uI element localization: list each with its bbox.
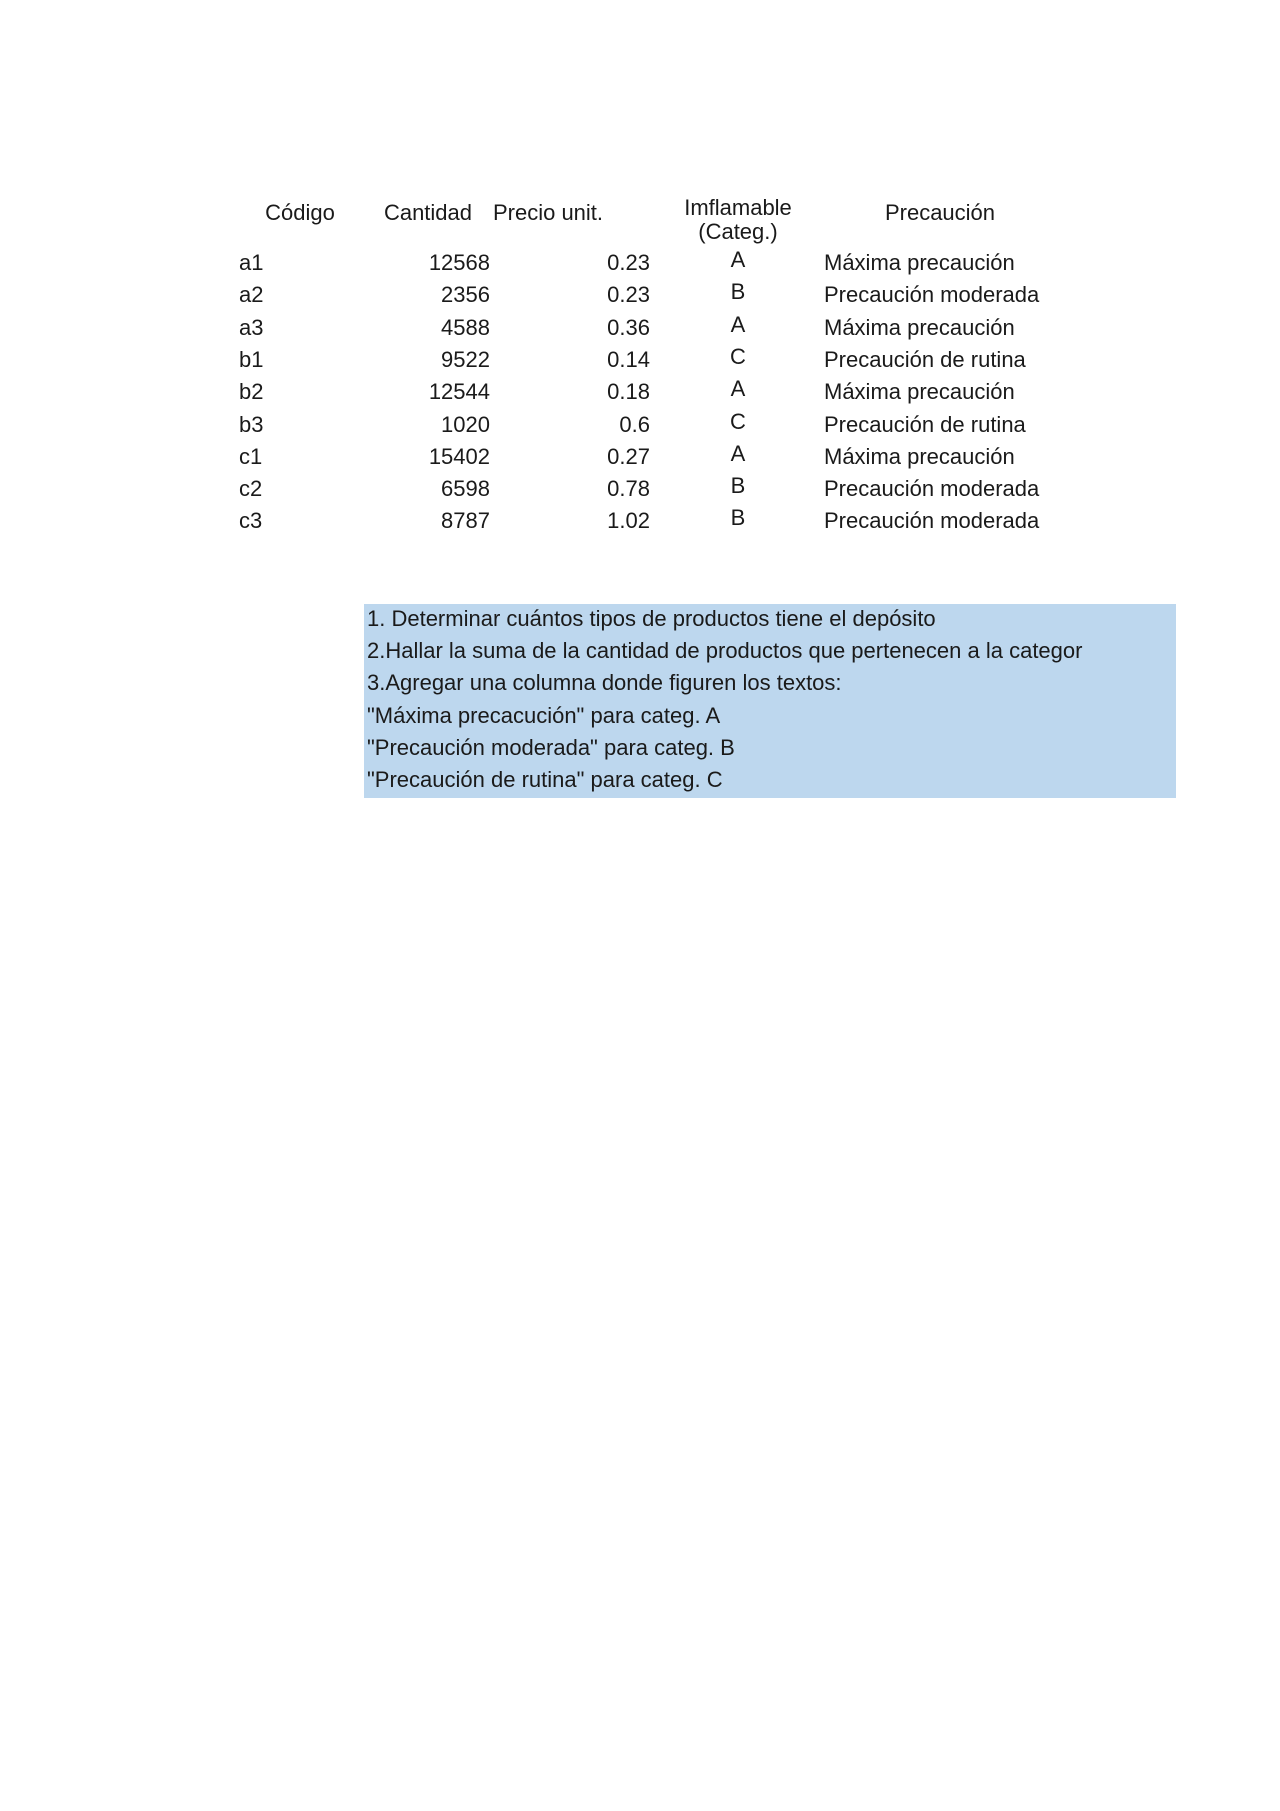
- cell-cantidad: 6598: [441, 476, 490, 502]
- instruction-line: 1. Determinar cuántos tipos de productos tiene el depósito: [367, 606, 936, 631]
- cell-precio: 0.27: [607, 443, 650, 469]
- cell-precio: 0.36: [607, 314, 650, 340]
- cell-codigo: a1: [239, 250, 264, 275]
- cell-codigo: b1: [239, 346, 264, 372]
- cell-cantidad: 1020: [441, 411, 490, 437]
- cell-precio: 0.14: [607, 346, 650, 372]
- cell-precaucion: Precaución moderada: [824, 508, 1040, 534]
- cell-codigo: a3: [239, 314, 264, 340]
- instruction-line: 2.Hallar la suma de la cantidad de productos que pertenecen a la categor: [367, 638, 1083, 663]
- cell-codigo: a2: [239, 282, 264, 308]
- cell-codigo: b2: [239, 379, 264, 405]
- instructions-box: [364, 604, 1176, 798]
- cell-cantidad: 9522: [441, 346, 490, 372]
- header-inflamable: [668, 196, 808, 244]
- instruction-line: "Precaución moderada" para categ. B: [367, 735, 735, 760]
- header-codigo: Código: [265, 200, 335, 225]
- cell-cantidad: 12568: [428, 250, 490, 275]
- cell-precaucion: Máxima precaución: [824, 250, 1015, 275]
- instruction-line: "Máxima precacución" para categ. A: [367, 703, 721, 728]
- cell-precaucion: Precaución moderada: [824, 282, 1040, 308]
- cell-precio: 0.6: [619, 411, 650, 437]
- cell-precio: 0.78: [607, 476, 650, 502]
- cell-categoria: C: [730, 343, 746, 369]
- cell-categoria: A: [730, 376, 746, 402]
- cell-categoria: A: [730, 311, 746, 337]
- cell-cantidad: 2356: [441, 282, 490, 308]
- cell-cantidad: 4588: [441, 314, 490, 340]
- cell-categoria: A: [730, 440, 746, 466]
- cell-codigo: c2: [239, 476, 263, 502]
- cell-cantidad: 15402: [428, 443, 490, 469]
- header-precaucion: Precaución: [884, 200, 996, 225]
- instruction-line: 3.Agregar una columna donde figuren los textos:: [367, 670, 842, 695]
- cell-cantidad: 12544: [428, 379, 490, 405]
- cell-categoria: C: [730, 408, 746, 434]
- cell-precaucion: Precaución moderada: [824, 476, 1040, 502]
- cell-codigo: b3: [239, 411, 264, 437]
- cell-precio: 0.23: [607, 282, 650, 308]
- header-inflamable-line2: (Categ.): [698, 219, 778, 244]
- cell-precaucion: Máxima precaución: [824, 314, 1015, 340]
- cell-precaucion: Máxima precaución: [824, 379, 1015, 405]
- cell-precio: 0.18: [607, 379, 650, 405]
- cell-categoria: B: [730, 473, 746, 499]
- header-cantidad: Cantidad: [383, 200, 473, 225]
- cell-precaucion: Máxima precaución: [824, 443, 1015, 469]
- cell-precio: 1.02: [607, 508, 650, 534]
- header-inflamable-line1: Imflamable: [684, 195, 792, 220]
- cell-categoria: B: [730, 279, 746, 305]
- header-precio-unit: Precio unit.: [492, 200, 604, 225]
- cell-codigo: c1: [239, 443, 263, 469]
- instruction-line: "Precaución de rutina" para categ. C: [367, 767, 723, 792]
- cell-categoria: A: [730, 247, 746, 272]
- cell-precaucion: Precaución de rutina: [824, 346, 1026, 372]
- cell-categoria: B: [730, 505, 746, 531]
- cell-precaucion: Precaución de rutina: [824, 411, 1026, 437]
- cell-precio: 0.23: [607, 250, 650, 275]
- cell-cantidad: 8787: [441, 508, 490, 534]
- cell-codigo: c3: [239, 508, 263, 534]
